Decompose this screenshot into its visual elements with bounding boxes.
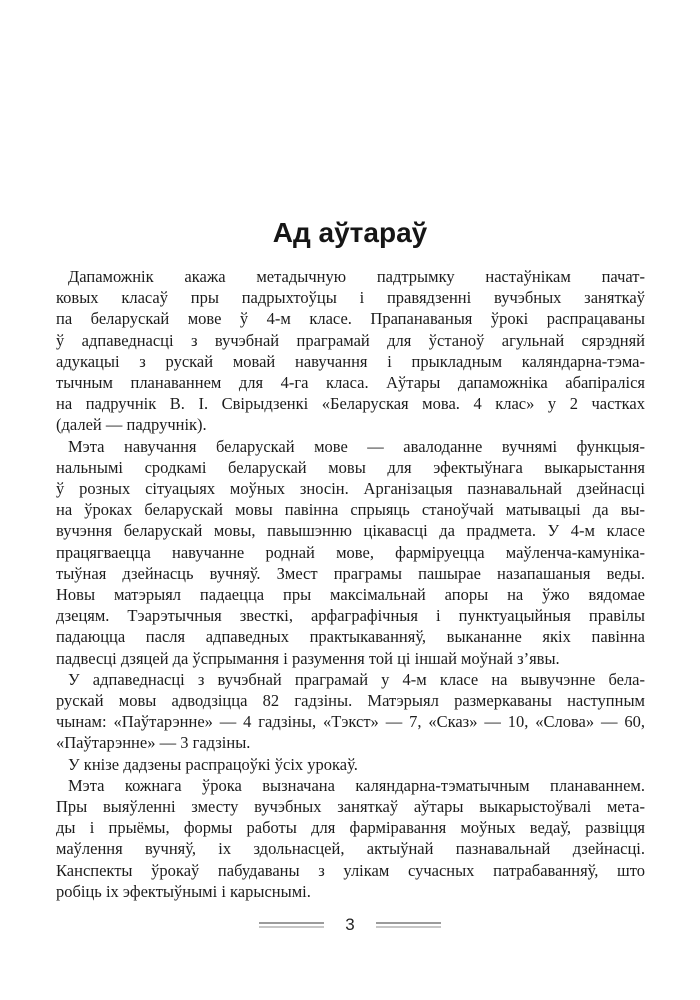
page-footer	[0, 916, 700, 933]
text-line: Мэта кожнага ўрока вызначана каляндарна-тэматычным планаваннем.	[68, 775, 645, 795]
footer-rule-right-icon	[376, 922, 441, 928]
text-line: маўлення вучняў, іх здольнасцей, актыўнай пазнавальнай дзейнасці.	[56, 839, 645, 859]
text-line: па беларускай мове ў 4-м класе. Прапанаваныя ўрокі распрацаваны	[56, 309, 645, 329]
text-line: падвесці дзяцей да ўспрымання і разумення той ці іншай моўнай з’явы.	[56, 648, 560, 668]
text-line: ў адпаведнасці з вучэбнай праграмай для ўстаноў агульнай сярэдняй	[56, 330, 645, 350]
text-line: Мэта навучання беларускай мове — авалоданне вучнямі функцыя-	[68, 436, 645, 456]
text-line: падаюцца пасля адпаведных практыкаванняў, выкананне якіх павінна	[56, 627, 645, 647]
footer-rule-left-icon	[259, 922, 324, 928]
text-line: Дапаможнік акажа метадычную падтрымку настаўнікам пачат-	[68, 267, 645, 286]
text-line: «Паўтарэнне» — 3 гадзіны.	[56, 733, 251, 753]
text-line: адукацыі з рускай мовай навучання і прыкладным каляндарна-тэма-	[56, 351, 645, 371]
text-line: на падручнік В. І. Свірыдзенкі «Беларуская мова. 4 клас» у 2 частках	[56, 394, 645, 414]
text-line: (далей — падручнік).	[56, 415, 207, 435]
text-line: Канспекты ўрокаў пабудаваны з улікам сучасных патрабаванняў, што	[56, 860, 645, 880]
text-line: дзецям. Тэарэтычныя звесткі, арфаграфічныя і пунктуацыйныя правілы	[56, 606, 645, 626]
text-line: нальнымі сродкамі беларускай мовы для эфектыўнага выкарыстання	[56, 457, 645, 477]
text-line: ковых класаў пры падрыхтоўцы і правядзенні вучэбных заняткаў	[56, 288, 645, 308]
text-line: У кнізе дадзены распрацоўкі ўсіх урокаў.	[68, 754, 358, 774]
text-line: Пры выяўленні зместу вучэбных заняткаў аўтары выкарыстоўвалі мета-	[56, 797, 645, 817]
page-title: Ад аўтараў	[272, 217, 428, 248]
text-line: Новы матэрыял падаецца пры максімальнай апоры на ўжо вядомае	[56, 585, 645, 605]
body-text	[56, 266, 645, 902]
text-line: тычным планаваннем для 4-га класа. Аўтары дапаможніка абапіраліся	[56, 373, 645, 393]
text-line: чынам: «Паўтарэнне» — 4 гадзіны, «Тэкст» — 7, «Сказ» — 10, «Слова» — 60,	[56, 712, 645, 732]
text-line: вучэння беларускай мовы, павышэнню цікавасці да прадмета. У 4-м класе	[56, 521, 645, 541]
page-number: 3	[345, 915, 355, 934]
text-line: робіць іх эфектыўнымі і карыснымі.	[56, 881, 311, 901]
text-line: рускай мовы адводзіцца 82 гадзіны. Матэрыял размеркаваны наступным	[56, 691, 645, 711]
text-line: ды і прыёмы, формы работы для фарміравання моўных ведаў, развіцця	[56, 818, 645, 838]
text-line: на ўроках беларускай мовы павінна спрыяць станоўчай матывацыі да вы-	[56, 500, 645, 520]
text-line: працягваецца навучанне роднай мове, фарміруецца маўленча-камуніка-	[56, 542, 645, 562]
text-line: У адпаведнасці з вучэбнай праграмай у 4-м класе на вывучэнне бела-	[68, 669, 645, 689]
text-line: тыўная дзейнасць вучняў. Змест праграмы пашырае назапашаныя веды.	[56, 563, 645, 583]
text-line: ў розных сітуацыях моўных зносін. Арганізацыя пазнавальнай дзейнасці	[56, 479, 645, 499]
